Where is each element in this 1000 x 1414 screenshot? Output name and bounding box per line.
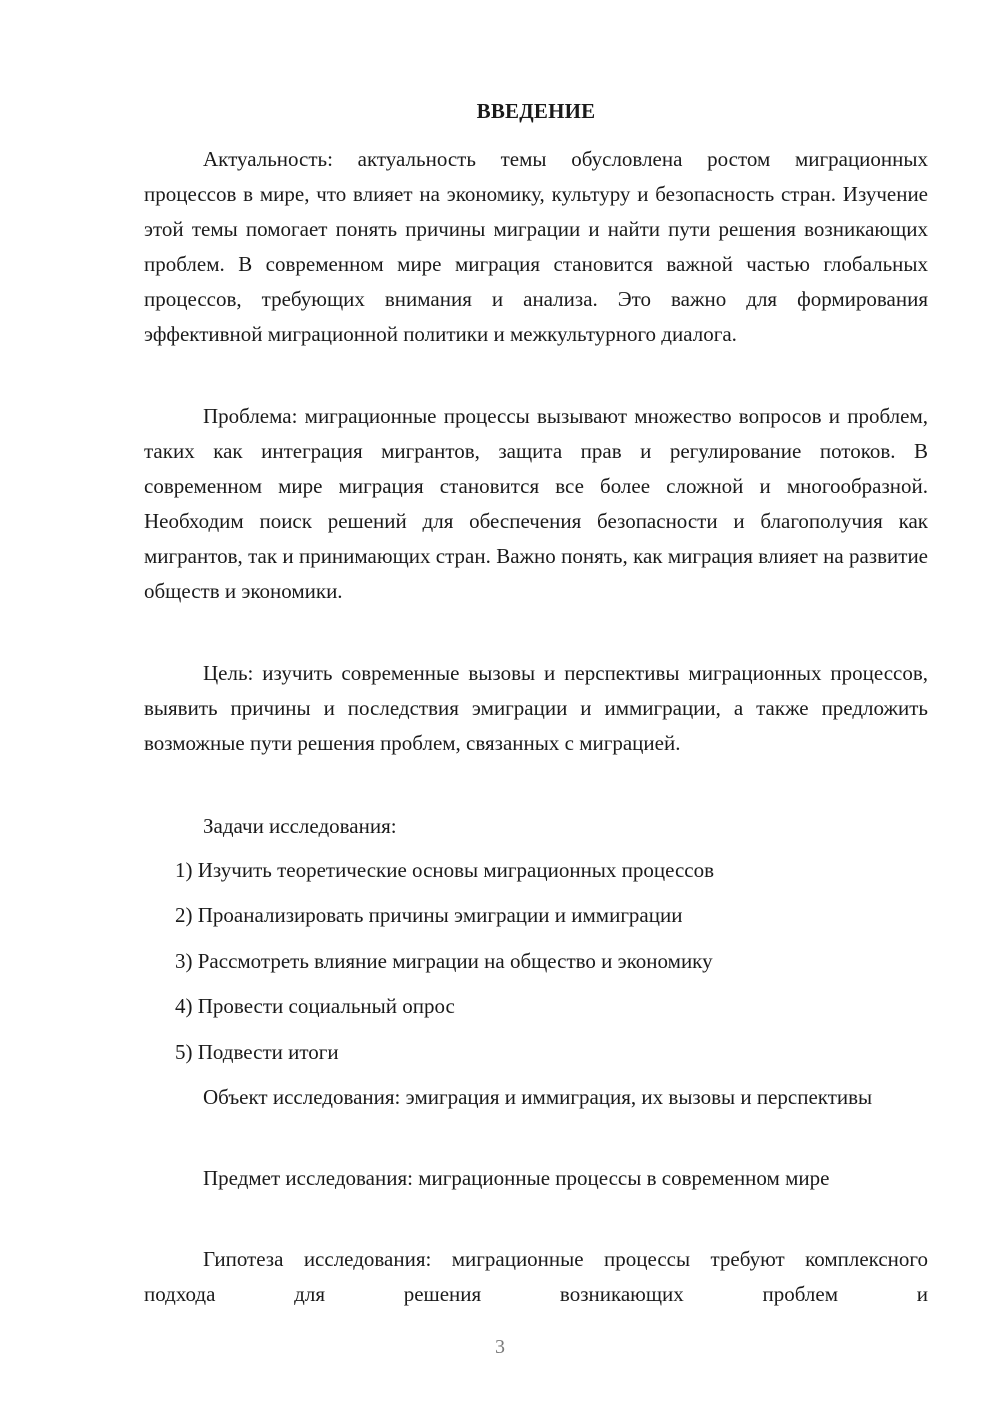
paragraph-problem: Проблема: миграционные процессы вызывают множество вопросов и проблем, таких как интеграция мигрантов, защита прав и регулирование потоков. В современном мире миграция становится все более сложной и многообразной. Необходим поиск решений для обеспечения безопасности и благополучия как мигрантов, так и принимающих стран. Важно понять, как миграция влияет на развитие обществ и экономики. [144,404,928,603]
paragraph-object: Объект исследования: эмиграция и иммиграция, их вызовы и перспективы [203,1085,873,1109]
task-item-1: 1) Изучить теоретические основы миграционных процессов [175,858,715,882]
task-item-4: 4) Провести социальный опрос [175,994,455,1018]
paragraph-subject: Предмет исследования: миграционные процессы в современном мире [203,1166,830,1190]
paragraph-goal: Цель: изучить современные вызовы и перспективы миграционных процессов, выявить причины и последствия эмиграции и иммиграции, а также предложить возможные пути решения проблем, связанных с миграцией. [144,661,928,755]
tasks-title: Задачи исследования: [203,814,397,838]
page-number: 3 [495,1336,505,1358]
task-item-5: 5) Подвести итоги [175,1040,339,1064]
paragraph-relevance: Актуальность: актуальность темы обусловлена ростом миграционных процессов в мире, что влияет на экономику, культуру и безопасность стран. Изучение этой темы помогает понять причины миграции и найти пути решения возникающих проблем. В современном мире миграция становится важной частью глобальных процессов, требующих внимания и анализа. Это важно для формирования эффективной миграционной политики и межкультурного диалога. [144,147,928,346]
section-heading: ВВЕДЕНИЕ [476,99,596,123]
task-item-3: 3) Рассмотреть влияние миграции на общество и экономику [175,949,713,973]
paragraph-hypothesis: Гипотеза исследования: миграционные процессы требуют комплексного подхода для решения возникающих проблем и [144,1247,928,1306]
task-item-2: 2) Проанализировать причины эмиграции и иммиграции [175,903,683,927]
